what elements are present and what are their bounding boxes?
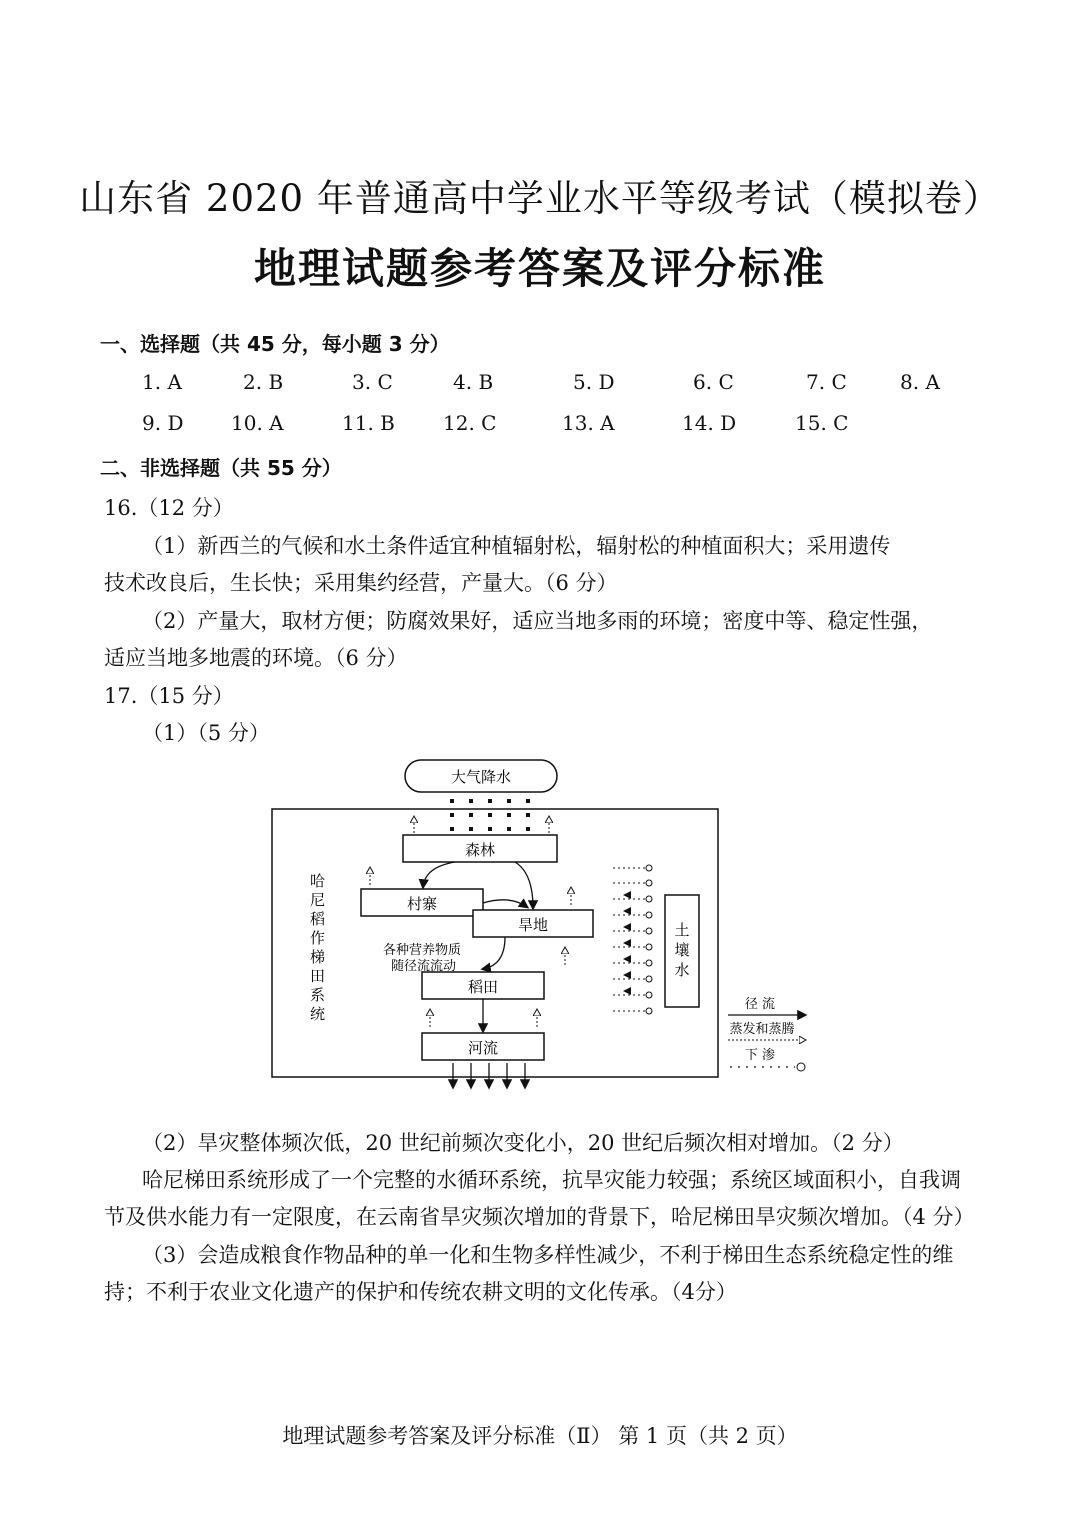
answer-item: 9. D — [142, 411, 184, 435]
answer-item: 14. D — [682, 411, 737, 435]
forest-label: 森林 — [464, 841, 496, 859]
q17-title: 17.（15 分） — [104, 684, 234, 708]
answer-item: 7. C — [806, 370, 847, 394]
q16-answer-1-line1: （1）新西兰的气候和水土条件适宜种植辐射松，辐射松的种植面积大；采用遗传 — [142, 534, 891, 558]
q17-answer-2-line3: 节及供水能力有一定限度，在云南省旱灾频次增加的背景下，哈尼梯田旱灾频次增加。（4 分） — [104, 1205, 975, 1229]
q17-answer-3-line2: 持；不利于农业文化遗产的保护和传统农耕文明的文化传承。（4分） — [104, 1280, 737, 1304]
water-cycle-diagram — [265, 755, 825, 1095]
q17-answer-3-line1: （3）会造成粮食作物品种的单一化和生物多样性减少，不利于梯田生态系统稳定性的维 — [142, 1243, 954, 1267]
answer-item: 11. B — [342, 411, 395, 435]
system-label: 哈尼稻作梯田系统 — [310, 872, 326, 1023]
river-label: 河流 — [467, 1039, 499, 1057]
q16-answer-1-line2: 技术改良后，生长快；采用集约经营，产量大。（6 分） — [104, 571, 618, 595]
legend-infiltration-label: 下 渗 — [744, 1048, 776, 1063]
q16-answer-2-line1: （2）产量大，取材方便；防腐效果好，适应当地多雨的环境；密度中等、稳定性强， — [142, 609, 933, 633]
infiltration-arrows — [613, 865, 652, 1014]
answer-item: 13. A — [562, 411, 615, 435]
q17-answer-2-line2: 哈尼梯田系统形成了一个完整的水循环系统，抗旱灾能力较强；系统区域面积小，自我调 — [142, 1168, 961, 1192]
q16-answer-2-line2: 适应当地多地震的环境。（6 分） — [104, 646, 408, 670]
legend-evap-label: 蒸发和蒸腾 — [729, 1022, 795, 1037]
q17-answer-2-line1: （2）旱灾整体频次低，20 世纪前频次变化小，20 世纪后频次相对增加。（2 分） — [142, 1131, 904, 1155]
page-footer: 地理试题参考答案及评分标准（Ⅱ） 第 1 页（共 2 页） — [282, 1424, 798, 1448]
answer-item: 1. A — [142, 370, 182, 394]
section2-heading: 二、非选择题（共 55 分） — [100, 456, 342, 480]
soil-water-label: 土壤水 — [674, 921, 690, 979]
document-title: 地理试题参考答案及评分标准 — [253, 244, 826, 293]
dryland-label: 旱地 — [517, 916, 549, 934]
paddy-label: 稻田 — [467, 978, 499, 996]
nutrient-label-line2: 随径流流动 — [391, 959, 457, 974]
nutrient-label-line1: 各种营养物质 — [383, 943, 462, 958]
answer-item: 8. A — [900, 370, 940, 394]
answer-item: 6. C — [693, 370, 734, 394]
exam-title: 山东省 2020 年普通高中学业水平等级考试（模拟卷） — [79, 177, 1001, 220]
q16-title: 16.（12 分） — [104, 496, 234, 520]
answer-item: 2. B — [243, 370, 284, 394]
legend-runoff-label: 径 流 — [744, 997, 776, 1012]
answer-item: 15. C — [795, 411, 849, 435]
answer-item: 5. D — [573, 370, 615, 394]
answer-item: 12. C — [443, 411, 497, 435]
section1-heading: 一、选择题（共 45 分，每小题 3 分） — [100, 332, 450, 356]
precipitation-label: 大气降水 — [450, 768, 512, 786]
answer-item: 3. C — [352, 370, 393, 394]
answer-item: 10. A — [231, 411, 284, 435]
answer-item: 4. B — [453, 370, 494, 394]
village-label: 村寨 — [406, 895, 438, 913]
q17-sub1: （1）（5 分） — [142, 721, 270, 745]
rain-dots — [450, 799, 530, 831]
legend — [728, 996, 805, 1071]
